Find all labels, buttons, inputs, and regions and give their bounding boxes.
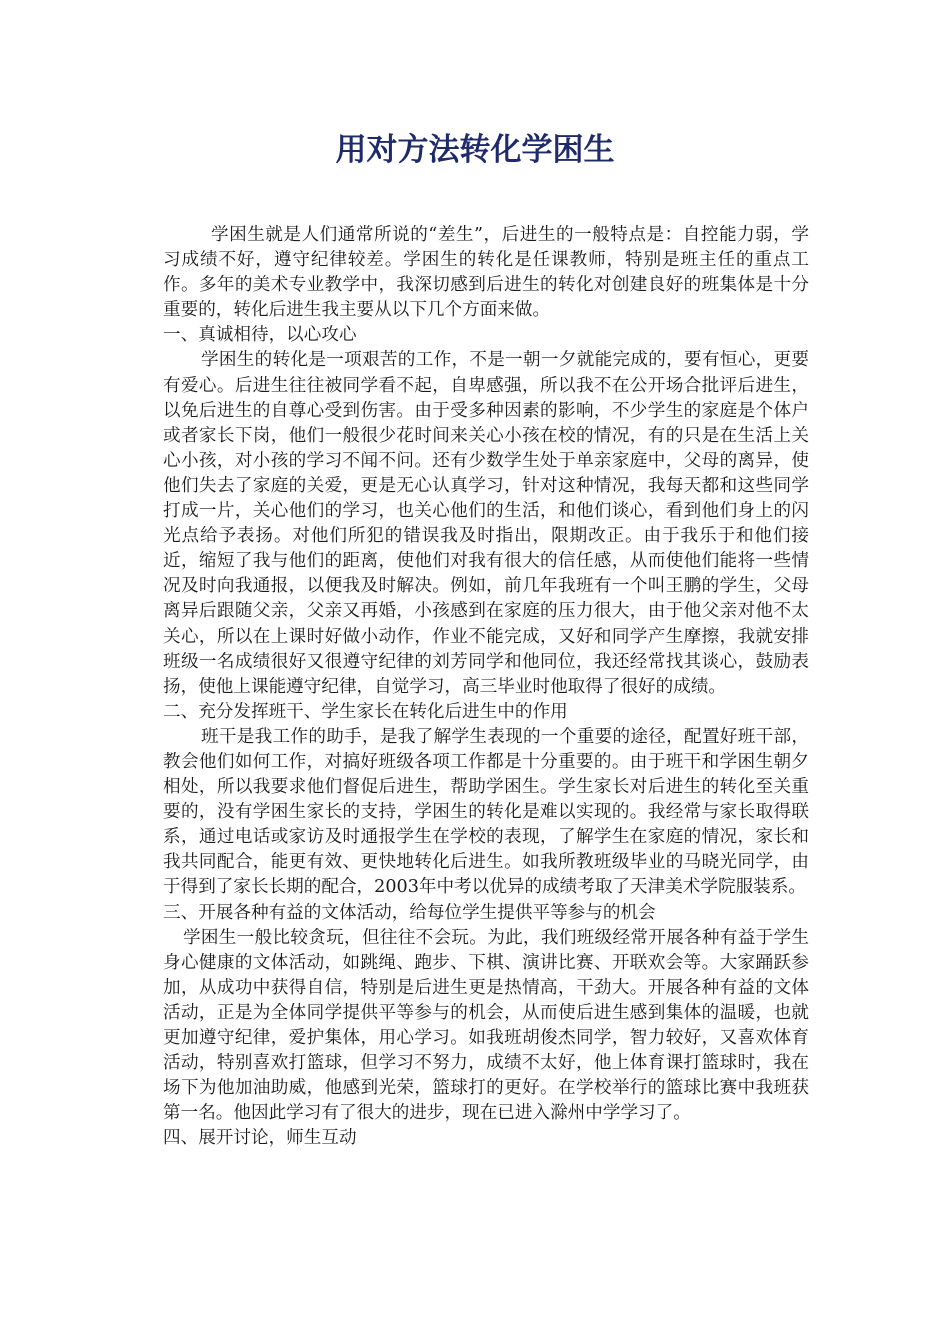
section-paragraph-3: 学困生一般比较贪玩，但往往不会玩。为此，我们班级经常开展各种有益于学生身心健康的文体活动，如跳绳、跑步、下棋、演讲比赛、开联欢会等。大家踊跃参加，从成功中获得自信，特别是后进生更是热情高，干劲大。开展各种有益的文体活动，正是为全体同学提供平等参与的机会，从而使后进生感到集体的温暖，也就更加遵守纪律，爱护集体，用心学习。如我班胡俊杰同学，智力较好，又喜欢体育活动，特别喜欢打篮球，但学习不努力，成绩不太好，他上体育课打篮球时，我在场下为他加油助威，他感到光荣，篮球打的更好。在学校举行的篮球比赛中我班获第一名。他因此学习有了很大的进步，现在已进入滁州中学学习了。 xyxy=(163,927,809,1124)
section-paragraph-2: 班干是我工作的助手，是我了解学生表现的一个重要的途径，配置好班干部，教会他们如何工作，对搞好班级各项工作都是十分重要的。由于班干和学困生朝夕相处，所以我要求他们督促后进生，帮助学困生。学生家长对后进生的转化至关重要的，没有学困生家长的支持，学困生的转化是难以实现的。我经常与家长取得联系，通过电话或家访及时通报学生在学校的表现，了解学生在家庭的情况，家长和我共同配合，能更有效、更快地转化后进生。如我所教班级毕业的马晓光同学，由于得到了家长长期的配合，2003年中考以优异的成绩考取了天津美术学院服装系。 xyxy=(163,726,809,898)
section-heading-3: 三、开展各种有益的文体活动，给每位学生提供平等参与的机会 xyxy=(163,902,656,923)
intro-paragraph: 学困生就是人们通常所说的“差生”，后进生的一般特点是：自控能力弱，学习成绩不好，遵守纪律较差。学困生的转化是任课教师，特别是班主任的重点工作。多年的美术专业教学中，我深切感到后进生的转化对创建良好的班集体是十分重要的，转化后进生我主要从以下几个方面来做。 xyxy=(163,225,809,321)
section-paragraph-1: 学困生的转化是一项艰苦的工作，不是一朝一夕就能完成的，要有恒心，更要有爱心。后进生往往被同学看不起，自卑感强，所以我不在公开场合批评后进生，以免后进生的自尊心受到伤害。由于受多种因素的影响，不少学生的家庭是个体户或者家长下岗，他们一般很少花时间来关心小孩在校的情况，有的只是在生活上关心小孩，对小孩的学习不闻不问。还有少数学生处于单亲家庭中，父母的离异，使他们失去了家庭的关爱，更是无心认真学习，针对这种情况，我每天都和这些同学打成一片，关心他们的学习，也关心他们的生活，和他们谈心，看到他们身上的闪光点给予表扬。对他们所犯的错误我及时指出，限期改正。由于我乐于和他们接近，缩短了我与他们的距离，使他们对我有很大的信任感，从而使他们能将一些情况及时向我通报，以便我及时解决。例如，前几年我班有一个叫王鹏的学生，父母离异后跟随父亲，父亲又再婚，小孩感到在家庭的压力很大，由于他父亲对他不太关心，所以在上课时好做小动作，作业不能完成，又好和同学产生摩擦，我就安排班级一名成绩很好又很遵守纪律的刘芳同学和他同位，我还经常找其谈心，鼓励表扬，使他上课能遵守纪律，自觉学习，高三毕业时他取得了很好的成绩。 xyxy=(163,350,809,697)
document-title: 用对方法转化学困生 xyxy=(335,132,615,168)
section-heading-4: 四、展开讨论，师生互动 xyxy=(163,1128,357,1149)
document-body xyxy=(163,223,809,1151)
section-heading-1: 一、真诚相待，以心攻心 xyxy=(163,325,357,346)
section-heading-2: 二、充分发挥班干、学生家长在转化后进生中的作用 xyxy=(163,701,568,722)
